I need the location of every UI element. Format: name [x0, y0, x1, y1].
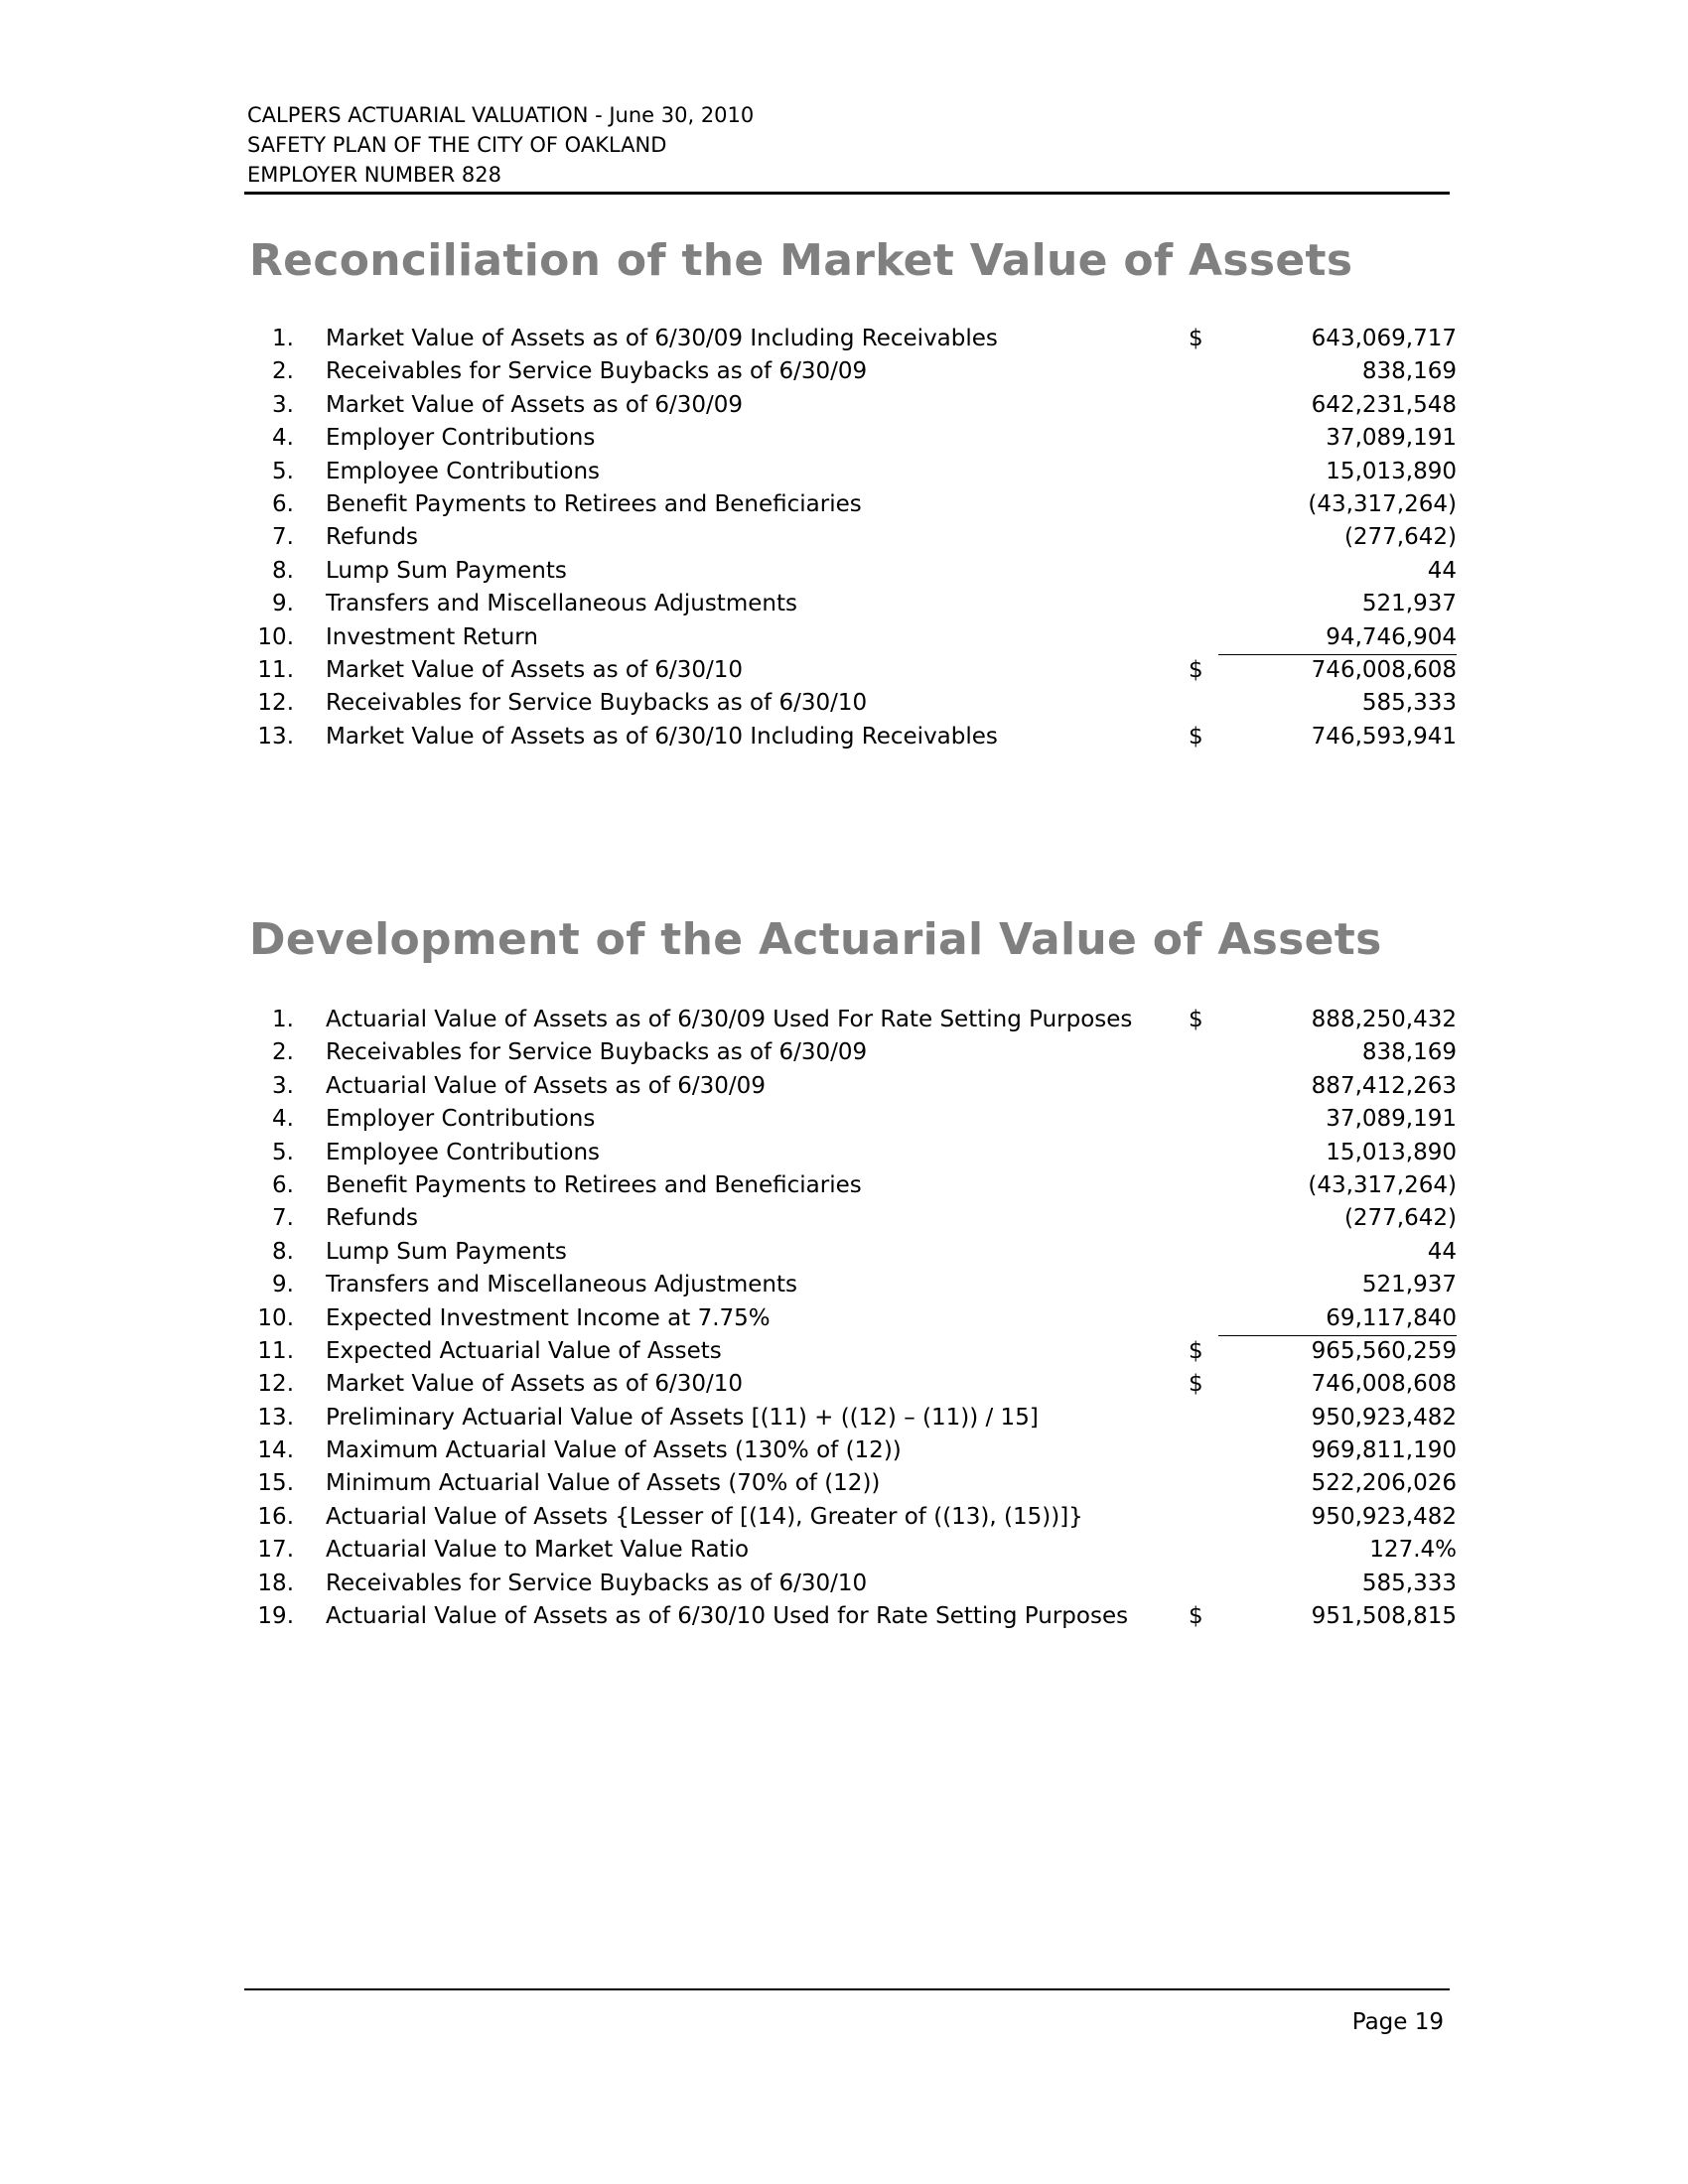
row-amount-cell: [1218, 1137, 1457, 1169]
row-amount: 44: [1427, 557, 1457, 584]
row-number: 8.: [272, 1238, 294, 1265]
row-number: 6.: [272, 490, 294, 517]
row-number: 12.: [257, 1371, 294, 1398]
table-row: [244, 389, 1457, 422]
row-number: 13.: [257, 1404, 294, 1431]
row-label: Actuarial Value of Assets {Lesser of [(14), Greater of ((13), (15))]}: [326, 1503, 1083, 1530]
row-label: Receivables for Service Buybacks as of 6/30/09: [326, 1039, 868, 1066]
row-amount: 746,008,608: [1311, 1371, 1457, 1398]
row-number: 18.: [257, 1570, 294, 1596]
table-row: [244, 1434, 1457, 1467]
row-amount-cell: [1218, 1534, 1457, 1567]
currency-symbol: $: [1189, 1337, 1203, 1364]
row-amount-cell: [1218, 389, 1457, 422]
row-number: 5.: [272, 458, 294, 484]
row-amount: 585,333: [1361, 690, 1457, 717]
row-amount-cell: [1218, 1269, 1457, 1301]
row-number: 11.: [257, 1337, 294, 1364]
row-amount: 69,117,840: [1326, 1304, 1457, 1331]
table-row: [244, 1137, 1457, 1169]
row-amount: 522,206,026: [1311, 1470, 1457, 1497]
row-amount: 94,746,904: [1326, 623, 1457, 650]
table-row: [244, 1534, 1457, 1567]
row-amount: 521,937: [1361, 591, 1457, 617]
row-label: Benefit Payments to Retirees and Beneficiaries: [326, 490, 862, 517]
row-amount-cell: [1218, 355, 1457, 388]
row-number: 1.: [272, 1007, 294, 1032]
row-label: Refunds: [326, 524, 418, 551]
row-number: 12.: [257, 690, 294, 717]
row-amount-cell: [1218, 1467, 1457, 1500]
row-amount: 965,560,259: [1311, 1337, 1457, 1364]
table-row: [244, 1335, 1457, 1368]
row-label: Employer Contributions: [326, 1106, 596, 1133]
row-number: 2.: [272, 358, 294, 385]
header-divider: [244, 192, 1450, 195]
table-row: [244, 721, 1457, 753]
row-amount: (277,642): [1343, 524, 1457, 551]
row-label: Refunds: [326, 1205, 418, 1232]
table-row: [244, 1600, 1457, 1633]
header-line-2: SAFETY PLAN OF THE CITY OF OAKLAND: [247, 133, 667, 157]
row-amount-cell: [1218, 1202, 1457, 1235]
row-amount: 950,923,482: [1311, 1404, 1457, 1431]
currency-symbol: $: [1189, 326, 1203, 351]
row-amount-cell: [1218, 621, 1457, 655]
row-amount-cell: [1218, 1600, 1457, 1633]
row-amount-cell: [1218, 488, 1457, 521]
row-number: 1.: [272, 326, 294, 351]
table-row: [244, 521, 1457, 554]
row-label: Actuarial Value to Market Value Ratio: [326, 1537, 750, 1564]
row-number: 4.: [272, 425, 294, 452]
row-amount: (277,642): [1343, 1205, 1457, 1232]
row-amount: 44: [1427, 1238, 1457, 1265]
page-number: Page 19: [1351, 2009, 1444, 2035]
row-label: Expected Investment Income at 7.75%: [326, 1304, 771, 1331]
market-value-table: [244, 323, 1457, 753]
section-title-market-value: Reconciliation of the Market Value of Assets: [249, 235, 1353, 286]
row-amount-cell: [1218, 1103, 1457, 1136]
actuarial-value-table: [244, 1004, 1457, 1633]
row-label: Actuarial Value of Assets as of 6/30/09: [326, 1072, 766, 1099]
table-row: [244, 1402, 1457, 1434]
row-label: Expected Actuarial Value of Assets: [326, 1337, 722, 1364]
row-amount-cell: [1218, 721, 1457, 753]
row-label: Minimum Actuarial Value of Assets (70% of (12)): [326, 1470, 881, 1497]
row-amount-cell: [1218, 1501, 1457, 1534]
row-number: 19.: [257, 1603, 294, 1630]
row-amount: 15,013,890: [1326, 458, 1457, 484]
table-row: [244, 621, 1457, 654]
row-amount-cell: [1218, 1402, 1457, 1434]
row-amount: 37,089,191: [1326, 425, 1457, 452]
row-amount-cell: [1218, 654, 1457, 687]
table-row: [244, 1070, 1457, 1103]
row-amount-cell: [1218, 588, 1457, 620]
row-label: Market Value of Assets as of 6/30/10 Including Receivables: [326, 723, 998, 750]
row-label: Actuarial Value of Assets as of 6/30/10 Used for Rate Setting Purposes: [326, 1603, 1129, 1630]
row-number: 9.: [272, 591, 294, 617]
row-amount: 888,250,432: [1311, 1007, 1457, 1032]
row-label: Transfers and Miscellaneous Adjustments: [326, 1272, 797, 1298]
row-amount: 585,333: [1361, 1570, 1457, 1596]
row-amount: 642,231,548: [1311, 391, 1457, 418]
row-label: Market Value of Assets as of 6/30/10: [326, 1371, 744, 1398]
row-amount: 746,008,608: [1311, 656, 1457, 683]
row-amount-cell: [1218, 1236, 1457, 1269]
row-label: Receivables for Service Buybacks as of 6/30/10: [326, 1570, 868, 1596]
row-number: 15.: [257, 1470, 294, 1497]
row-amount-cell: [1218, 1434, 1457, 1467]
currency-symbol: $: [1189, 723, 1203, 750]
header-line-3: EMPLOYER NUMBER 828: [247, 163, 501, 187]
table-row: [244, 1236, 1457, 1269]
row-amount-cell: [1218, 1568, 1457, 1600]
table-row: [244, 687, 1457, 720]
row-amount: 969,811,190: [1311, 1437, 1457, 1464]
row-label: Investment Return: [326, 623, 538, 650]
table-row: [244, 355, 1457, 388]
row-amount-cell: [1218, 687, 1457, 720]
row-amount-cell: [1218, 521, 1457, 554]
section-title-actuarial-value: Development of the Actuarial Value of Assets: [249, 914, 1382, 965]
row-amount: 643,069,717: [1311, 326, 1457, 351]
row-amount: 37,089,191: [1326, 1106, 1457, 1133]
row-number: 7.: [272, 524, 294, 551]
table-row: [244, 1103, 1457, 1136]
currency-symbol: $: [1189, 656, 1203, 683]
row-label: Lump Sum Payments: [326, 557, 567, 584]
row-amount-cell: [1218, 1302, 1457, 1336]
footer-divider: [244, 1988, 1450, 1990]
row-amount: 887,412,263: [1311, 1072, 1457, 1099]
row-label: Lump Sum Payments: [326, 1238, 567, 1265]
row-number: 7.: [272, 1205, 294, 1232]
row-number: 3.: [272, 391, 294, 418]
row-number: 14.: [257, 1437, 294, 1464]
row-number: 3.: [272, 1072, 294, 1099]
currency-symbol: $: [1189, 1007, 1203, 1032]
row-number: 10.: [257, 623, 294, 650]
table-row: [244, 555, 1457, 588]
table-row: [244, 456, 1457, 488]
row-amount: 951,508,815: [1311, 1603, 1457, 1630]
table-row: [244, 1302, 1457, 1335]
row-amount: 838,169: [1361, 358, 1457, 385]
row-number: 2.: [272, 1039, 294, 1066]
currency-symbol: $: [1189, 1371, 1203, 1398]
table-row: [244, 1467, 1457, 1500]
row-amount-cell: [1218, 1368, 1457, 1401]
row-amount: 746,593,941: [1311, 723, 1457, 750]
table-row: [244, 488, 1457, 521]
row-number: 4.: [272, 1106, 294, 1133]
table-row: [244, 1568, 1457, 1600]
row-label: Market Value of Assets as of 6/30/09: [326, 391, 744, 418]
table-row: [244, 1368, 1457, 1401]
row-amount-cell: [1218, 1335, 1457, 1368]
row-label: Transfers and Miscellaneous Adjustments: [326, 591, 797, 617]
row-amount: (43,317,264): [1308, 1171, 1457, 1198]
row-label: Employer Contributions: [326, 425, 596, 452]
row-amount: 838,169: [1361, 1039, 1457, 1066]
table-row: [244, 588, 1457, 620]
row-amount: (43,317,264): [1308, 490, 1457, 517]
row-amount-cell: [1218, 1036, 1457, 1069]
row-amount-cell: [1218, 555, 1457, 588]
row-label: Receivables for Service Buybacks as of 6/30/09: [326, 358, 868, 385]
row-number: 9.: [272, 1272, 294, 1298]
table-row: [244, 1269, 1457, 1301]
row-label: Employee Contributions: [326, 458, 601, 484]
table-row: [244, 654, 1457, 687]
row-label: Actuarial Value of Assets as of 6/30/09 Used For Rate Setting Purposes: [326, 1007, 1133, 1032]
row-number: 5.: [272, 1139, 294, 1165]
table-row: [244, 1202, 1457, 1235]
row-amount-cell: [1218, 1169, 1457, 1202]
table-row: [244, 323, 1457, 355]
row-label: Maximum Actuarial Value of Assets (130% of (12)): [326, 1437, 902, 1464]
header-line-1: CALPERS ACTUARIAL VALUATION - June 30, 2010: [247, 103, 755, 127]
row-label: Market Value of Assets as of 6/30/10: [326, 656, 744, 683]
row-amount-cell: [1218, 456, 1457, 488]
row-amount-cell: [1218, 1004, 1457, 1036]
row-number: 17.: [257, 1537, 294, 1564]
row-amount-cell: [1218, 1070, 1457, 1103]
row-number: 16.: [257, 1503, 294, 1530]
table-row: [244, 1501, 1457, 1534]
row-label: Benefit Payments to Retirees and Beneficiaries: [326, 1171, 862, 1198]
table-row: [244, 1004, 1457, 1036]
row-number: 8.: [272, 557, 294, 584]
row-label: Market Value of Assets as of 6/30/09 Including Receivables: [326, 326, 998, 351]
row-amount: 127.4%: [1369, 1537, 1457, 1564]
table-row: [244, 1169, 1457, 1202]
document-header: [247, 100, 1449, 190]
row-amount: 950,923,482: [1311, 1503, 1457, 1530]
row-label: Preliminary Actuarial Value of Assets [(11) + ((12) – (11)) / 15]: [326, 1404, 1039, 1431]
row-amount: 521,937: [1361, 1272, 1457, 1298]
row-label: Employee Contributions: [326, 1139, 601, 1165]
row-label: Receivables for Service Buybacks as of 6/30/10: [326, 690, 868, 717]
row-number: 11.: [257, 656, 294, 683]
row-number: 6.: [272, 1171, 294, 1198]
row-amount: 15,013,890: [1326, 1139, 1457, 1165]
row-amount-cell: [1218, 422, 1457, 455]
currency-symbol: $: [1189, 1603, 1203, 1630]
row-amount-cell: [1218, 323, 1457, 355]
table-row: [244, 422, 1457, 455]
row-number: 10.: [257, 1304, 294, 1331]
table-row: [244, 1036, 1457, 1069]
row-number: 13.: [257, 723, 294, 750]
